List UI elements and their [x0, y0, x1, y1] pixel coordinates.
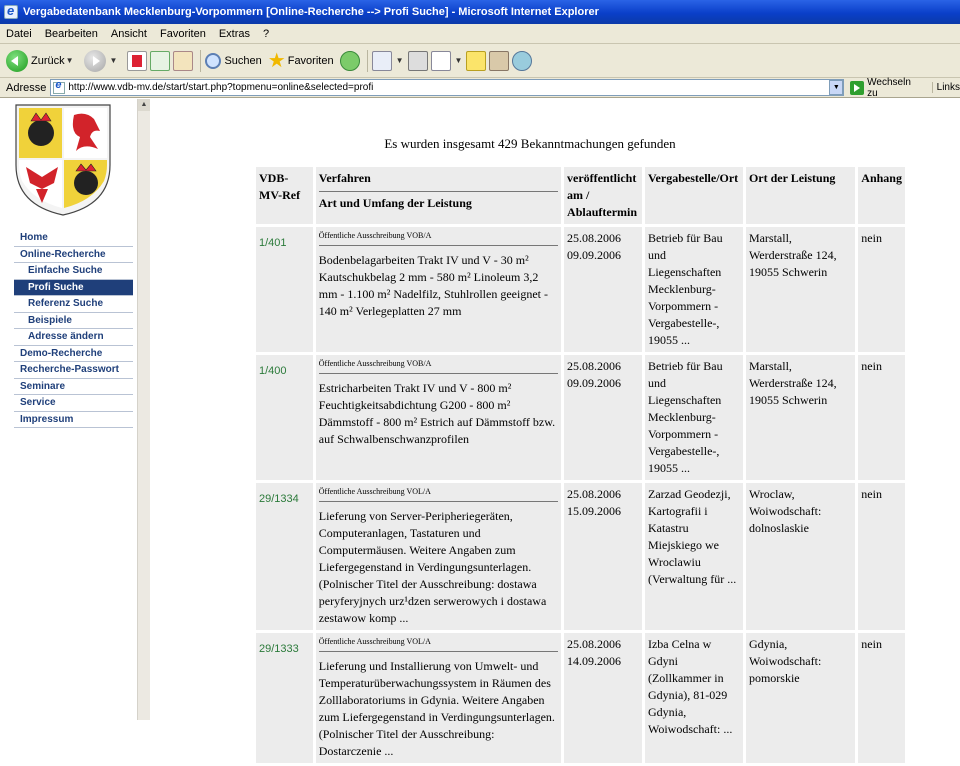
mail-dropdown-icon[interactable]: ▼ — [395, 56, 404, 65]
menu-favoriten[interactable]: Favoriten — [159, 27, 206, 40]
page-content — [0, 99, 960, 758]
ort-cell: Gdynia, Woiwodschaft: pomorskie — [746, 633, 855, 763]
favorites-button[interactable] — [268, 48, 334, 73]
header-date: veröffentlicht am / Ablauftermin — [564, 167, 642, 224]
window-titlebar — [0, 0, 960, 24]
menu-ansicht[interactable]: Ansicht — [110, 27, 147, 40]
procedure-type: Öffentliche Ausschreibung VOL/A — [319, 636, 558, 652]
home-icon[interactable] — [173, 51, 193, 71]
search-button[interactable] — [205, 53, 261, 69]
sidebar-item-beispiele[interactable]: Beispiele — [14, 313, 133, 330]
ref-link[interactable]: 1/401 — [256, 227, 313, 352]
deadline-date: 09.09.2006 — [567, 376, 622, 390]
deadline-date: 09.09.2006 — [567, 248, 622, 262]
print-icon[interactable] — [408, 51, 428, 71]
vergabestelle-cell: Betrieb für Bau und Liegenschaften Mecklenburg-Vorpommern - Vergabestelle-, 19055 ... — [645, 227, 743, 352]
links-label[interactable]: Links — [932, 82, 960, 93]
stop-icon[interactable] — [127, 51, 147, 71]
menu-extras[interactable]: Extras — [218, 27, 251, 40]
address-dropdown-icon[interactable]: ▼ — [829, 80, 843, 95]
edit-dropdown-icon[interactable]: ▼ — [454, 56, 463, 65]
edit-icon[interactable] — [431, 51, 451, 71]
verfahren-cell — [316, 355, 561, 480]
vergabestelle-cell: Zarzad Geodezji, Kartografii i Katastru Miejskiego we Wroclawiu (Verwaltung für ... — [645, 483, 743, 630]
ort-cell: Marstall, Werderstraße 124, 19055 Schwerin — [746, 227, 855, 352]
go-arrow-icon — [850, 81, 864, 95]
star-icon: ★ — [267, 50, 286, 72]
toolbar — [0, 44, 960, 78]
vergabestelle-cell: Izba Celna w Gdyni (Zollkammer in Gdynia), 81-029 Gdynia, Woiwodschaft: ... — [645, 633, 743, 763]
back-button[interactable] — [6, 50, 78, 72]
sidebar-item-profi-suche[interactable]: Profi Suche — [14, 280, 133, 297]
refresh-icon[interactable] — [150, 51, 170, 71]
date-cell — [564, 483, 642, 630]
table-row — [256, 227, 905, 352]
publish-date: 25.08.2006 — [567, 637, 622, 651]
back-arrow-icon — [6, 50, 28, 72]
address-label: Adresse — [6, 81, 47, 94]
publish-date: 25.08.2006 — [567, 359, 622, 373]
verfahren-cell — [316, 227, 561, 352]
messenger-icon[interactable] — [512, 51, 532, 71]
sidebar-item-recherche-passwort[interactable]: Recherche-Passwort — [14, 362, 133, 379]
address-bar — [0, 78, 960, 98]
menu-bar — [0, 24, 960, 44]
sidebar-item-seminare[interactable]: Seminare — [14, 379, 133, 396]
results-table — [253, 164, 908, 766]
publish-date: 25.08.2006 — [567, 231, 622, 245]
anhang-cell: nein — [858, 227, 905, 352]
results-heading: Es wurden insgesamt 429 Bekanntmachungen gefunden — [384, 136, 676, 151]
window-title: Vergabedatenbank Mecklenburg-Vorpommern [Online-Recherche --> Profi Suche] - Microsoft Internet Explorer — [23, 6, 599, 18]
vergabestelle-cell: Betrieb für Bau und Liegenschaften Mecklenburg-Vorpommern - Vergabestelle-, 19055 ... — [645, 355, 743, 480]
publish-date: 25.08.2006 — [567, 487, 622, 501]
ref-link[interactable]: 29/1333 — [256, 633, 313, 763]
note-icon[interactable] — [466, 51, 486, 71]
sidebar-item-home[interactable]: Home — [14, 230, 133, 247]
table-row — [256, 633, 905, 763]
header-stelle: Vergabestelle/Ort — [645, 167, 743, 224]
date-cell — [564, 633, 642, 763]
description: Bodenbelagarbeiten Trakt IV und V - 30 m² Kautschukbelag 2 mm - 580 m² Linoleum 3,2 mm - 1.100 m² Nadelfilz, Stuhlrollen geeignet - 140 m² Verlegeplatten 27 mm — [318, 253, 548, 318]
sidebar-item-online-recherche[interactable]: Online-Recherche — [14, 247, 133, 264]
menu-bearbeiten[interactable]: Bearbeiten — [44, 27, 98, 40]
search-label: Suchen — [224, 54, 262, 67]
address-url: http://www.vdb-mv.de/start/start.php?topmenu=online&selected=profi — [68, 82, 374, 93]
procedure-type: Öffentliche Ausschreibung VOB/A — [319, 230, 558, 246]
header-anhang: Anhang — [858, 167, 905, 224]
verfahren-cell — [316, 483, 561, 630]
verfahren-cell — [316, 633, 561, 763]
forward-dropdown-icon[interactable]: ▼ — [109, 56, 118, 65]
toolbar-separator — [200, 50, 201, 72]
deadline-date: 15.09.2006 — [567, 504, 622, 518]
header-art-label: Art und Umfang der Leistung — [318, 196, 472, 210]
sidebar-item-referenz-suche[interactable]: Referenz Suche — [14, 296, 133, 313]
sidebar-item-service[interactable]: Service — [14, 395, 133, 412]
date-cell — [564, 227, 642, 352]
left-panel — [0, 99, 137, 720]
side-navigation — [14, 230, 133, 428]
description: Lieferung und Installierung von Umwelt- und Temperaturüberwachungssystem in Räumen des Zolllaboratoriums in Gdynia. Weitere Angaben zum Liefergegenstand in Verdingungsunterlagen. (Polnischer Titel der Ausschreibung: Dostarczenie ... — [318, 659, 555, 758]
research-icon[interactable] — [489, 51, 509, 71]
go-label: Wechseln zu — [867, 76, 911, 99]
sidebar-item-impressum[interactable]: Impressum — [14, 412, 133, 429]
header-ref: VDB-MV-Ref — [256, 167, 313, 224]
sidebar-item-einfache-suche[interactable]: Einfache Suche — [14, 263, 133, 280]
forward-arrow-icon — [84, 50, 106, 72]
forward-button[interactable] — [84, 50, 122, 72]
ref-link[interactable]: 29/1334 — [256, 483, 313, 630]
anhang-cell: nein — [858, 355, 905, 480]
menu-datei[interactable]: Datei — [6, 27, 32, 40]
table-header-row — [256, 167, 905, 224]
deadline-date: 14.09.2006 — [567, 654, 622, 668]
scroll-up-icon[interactable]: ▲ — [138, 99, 150, 111]
date-cell — [564, 355, 642, 480]
description: Estricharbeiten Trakt IV und V - 800 m² Feuchtigkeitsabdichtung G200 - 800 m² Dämmstoff - 800 m² Estrich auf Dämmstoff bzw. auf Schwalbenschwanzprofilen — [318, 381, 556, 446]
description: Lieferung von Server-Peripheriegeräten, Computeranlagen, Tastaturen und Computermäusen. Weitere Angaben zum Liefergegenstand in Verdingungsunterlagen. (Polnischer Titel der Ausschreibung: dostawa peryferyjnych urz¹dzen serwerowych i dostawa zestawow komp ... — [318, 509, 547, 625]
search-icon — [205, 53, 221, 69]
ort-cell: Marstall, Werderstraße 124, 19055 Schwerin — [746, 355, 855, 480]
address-input[interactable] — [50, 79, 844, 96]
ort-cell: Wroclaw, Woiwodschaft: dolnoslaskie — [746, 483, 855, 630]
anhang-cell: nein — [858, 483, 905, 630]
ie-icon — [4, 5, 18, 19]
back-dropdown-icon[interactable]: ▼ — [65, 56, 74, 65]
header-verfahren — [316, 167, 561, 224]
header-ort: Ort der Leistung — [746, 167, 855, 224]
page-icon — [53, 82, 65, 94]
toolbar-separator — [367, 50, 368, 72]
coat-of-arms-logo — [14, 103, 112, 217]
procedure-type: Öffentliche Ausschreibung VOL/A — [319, 486, 558, 502]
sidebar-item-demo-recherche[interactable]: Demo-Recherche — [14, 346, 133, 363]
table-row — [256, 355, 905, 480]
results-frame — [150, 99, 960, 758]
favorites-label: Favoriten — [287, 54, 334, 67]
procedure-type: Öffentliche Ausschreibung VOB/A — [319, 358, 558, 374]
menu-help[interactable]: ? — [263, 27, 270, 40]
left-frame-scrollbar[interactable] — [137, 99, 150, 720]
sidebar-item-adresse-ändern[interactable]: Adresse ändern — [14, 329, 133, 346]
anhang-cell: nein — [858, 633, 905, 763]
ref-link[interactable]: 1/400 — [256, 355, 313, 480]
history-icon[interactable] — [340, 51, 360, 71]
header-verfahren-label: Verfahren — [319, 170, 558, 192]
go-button[interactable] — [850, 77, 923, 99]
mail-icon[interactable] — [372, 51, 392, 71]
table-row — [256, 483, 905, 630]
back-label: Zurück — [31, 54, 65, 67]
